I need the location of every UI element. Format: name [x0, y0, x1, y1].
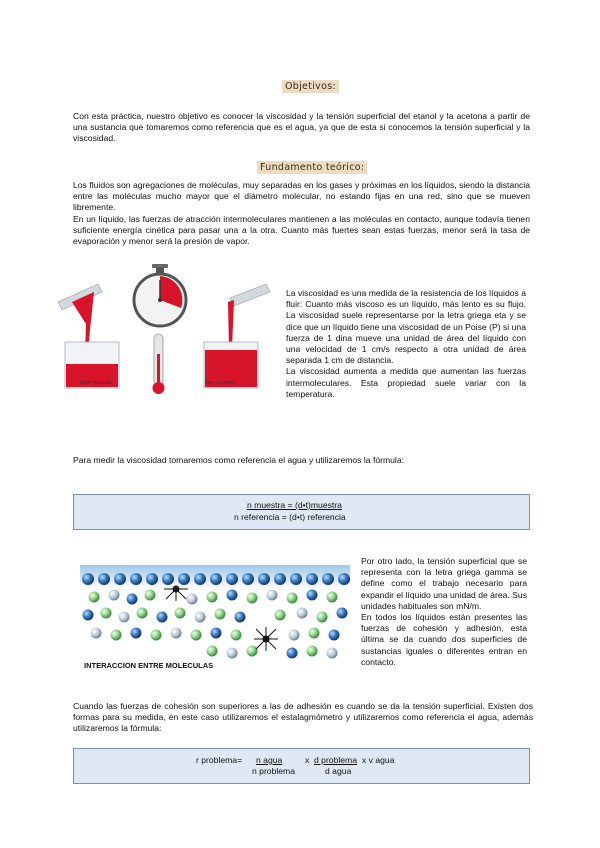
beaker-high-viscosity [58, 284, 119, 388]
fundamento-para-1: Los fluidos son agregaciones de moléculas, muy separadas en los gases y próximas en los líquidos, siendo la distancia entre las moléculas mucho mayor que el diámetro molecular, no estando fijas en una red, sino que se mueven libremente. [73, 180, 530, 213]
formula2-den2: d agua [325, 766, 352, 776]
tension-para-2: En todos los líquidos están presentes las fuerzas de cohesión y adhesión, esta última se da cuando dos superficies de sustancias iguales o diferentes entran en contacto. [361, 612, 527, 667]
objetivos-text: Con esta práctica, nuestro objetivo es conocer la viscosidad y la tensión superficial del etanol y la acetona a partir de una sustancia que tomaremos como referencia que es el agua, ya que de esta si conocemos la tensión superficial y la viscosidad. [73, 111, 530, 144]
objetivos-heading: Objetivos: [282, 80, 339, 93]
molecules-illustration [80, 565, 350, 673]
formula1-line1: n muestra = (d•t)muestra [247, 500, 342, 510]
molecules-caption: INTERACCION ENTRE MOLECULAS [84, 661, 214, 670]
formula2-times: x [305, 755, 310, 765]
viscosidad-para-1: La viscosidad es una medida de la resistencia de los líquidos a fluir: Cuanto más viscoso es un líquido, más lento es su flujo. La viscosidad suele representarse por la letra griega eta y se dice que un líquido tiene una viscosidad de un Poise (P) si una fuerza de 1 dina mueve una unidad de área del líquido con una velocidad de 1 cm/s respecto a otra unidad de área separada 1 cm de distancia. [286, 288, 526, 366]
formula2-box [73, 748, 530, 784]
formula2-den1: n problema [252, 766, 295, 776]
cohesion-text: Cuando las fuerzas de cohesión son superiores a las de adhesión es cuando se da la tensión superficial. Existen dos formas para su medida, en este caso utilizaremos el estalagmómetro y utilizaremos como referencia el agua, además utilizaremos la fórmula: [73, 701, 533, 734]
formula1-line2: n referencia = (d•t) referencia [234, 512, 346, 522]
tension-text [361, 556, 527, 668]
label-high-viscosity: high viscosity [80, 380, 113, 386]
label-low-viscosity: low viscosity [205, 380, 236, 386]
stopwatch-icon [134, 264, 186, 326]
beaker-low-viscosity [204, 284, 270, 388]
fundamento-heading: Fundamento teórico: [257, 161, 367, 174]
fundamento-text [73, 180, 530, 247]
viscosidad-para-2: La viscosidad aumenta a medida que aumentan las fuerzas intermoleculares. Esta propiedad suele variar con la temperatura. [286, 366, 526, 399]
thermometer-icon [153, 334, 165, 394]
bulk-molecules [83, 590, 348, 659]
formula2-tail: x v agua [362, 755, 395, 765]
tension-para-1: Por otro lado, la tensión superficial que se representa con la letra griega gamma se define como el trabajo necesario para expandir el líquido una unidad de área. Sus unidades habituales son mN/m. [361, 556, 527, 611]
viscosidad-text [286, 288, 526, 400]
fundamento-para-2: En un líquido, las fuerzas de atracción intermoleculares mantienen a las moléculas en contacto, aunque todavía tienen suficiente energía cinética para pasar una a la otra. Cuanto más fuertes sean estas fuerzas, menor será la tasa de evaporación y menor será la presión de vapor. [73, 213, 530, 247]
formula2-num2: d problema [314, 755, 357, 765]
formula2-num1: n agua [256, 755, 283, 765]
surface-molecules [82, 573, 350, 585]
formula1-box [73, 494, 530, 530]
formula2-lhs: r problema= [196, 755, 243, 765]
formula1-intro: Para medir la viscosidad tomaremos como referencia el agua y utilizaremos la fórmula: [73, 455, 404, 465]
